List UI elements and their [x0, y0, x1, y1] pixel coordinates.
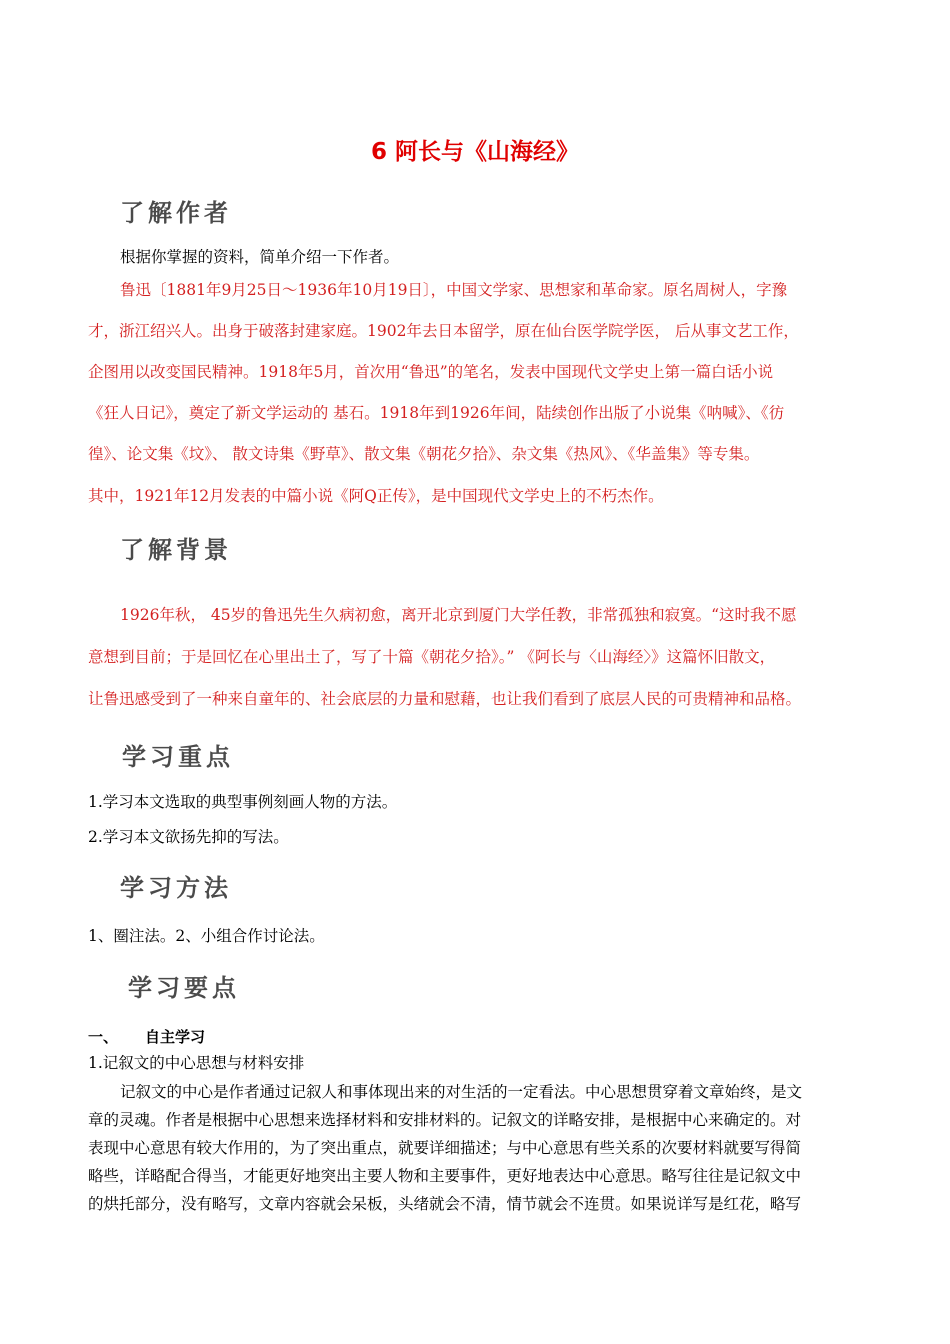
body-line: 略些，详略配合得当，才能更好地突出主要人物和主要事件，更好地表达中心意思。略写往往是记叙文中 — [88, 1167, 802, 1185]
heading-focus: 学习重点 — [122, 743, 234, 771]
author-line: 徨》、论文集《坟》、 散文诗集《野草》、散文集《朝花夕拾》、杂文集《热风》、《华盖集》等专集。 — [88, 445, 760, 463]
heading-author: 了解作者 — [120, 199, 232, 227]
author-prompt: 根据你掌握的资料，简单介绍一下作者。 — [120, 248, 400, 266]
section-number: 一、 — [88, 1028, 119, 1046]
section-title: 自主学习 — [145, 1028, 206, 1046]
body-line: 记叙文的中心是作者通过记叙人和事体现出来的对生活的一定看法。中心思想贯穿着文章始终，是文 — [120, 1083, 803, 1101]
background-line: 1926年秋， 45岁的鲁迅先生久病初愈，离开北京到厦门大学任教，非常孤独和寂寞。“这时我不愿 — [120, 606, 797, 624]
subsection-title: 1.记叙文的中心思想与材料安排 — [88, 1054, 305, 1072]
author-line: 其中，1921年12月发表的中篇小说《阿Q正传》，是中国现代文学史上的不朽杰作。 — [88, 487, 664, 505]
body-line: 的烘托部分，没有略写，文章内容就会呆板，头绪就会不清，情节就会不连贯。如果说详写是红花，略写 — [88, 1195, 802, 1213]
body-line: 章的灵魂。作者是根据中心思想来选择材料和安排材料的。记叙文的详略安排，是根据中心来确定的。对 — [88, 1111, 802, 1129]
author-line: 企图用以改变国民精神。1918年5月，首次用“鲁迅”的笔名，发表中国现代文学史上第一篇白话小说 — [88, 363, 774, 381]
heading-keypoints: 学习要点 — [128, 974, 240, 1002]
document-title: 6 阿长与《山海经》 — [370, 139, 579, 165]
body-line: 表现中心意思有较大作用的，为了突出重点，就要详细描述；与中心意思有些关系的次要材料就要写得简 — [88, 1139, 802, 1157]
background-line: 让鲁迅感受到了一种来自童年的、社会底层的力量和慰藉，也让我们看到了底层人民的可贵精神和品格。 — [88, 690, 802, 708]
heading-background: 了解背景 — [120, 536, 232, 564]
focus-item: 1.学习本文选取的典型事例刻画人物的方法。 — [88, 793, 398, 811]
author-line: 《狂人日记》，奠定了新文学运动的 基石。1918年到1926年间，陆续创作出版了小说集《呐喊》、《彷 — [88, 404, 785, 422]
author-line: 鲁迅〔1881年9月25日～1936年10月19日〕，中国文学家、思想家和革命家。原名周树人，字豫 — [120, 281, 788, 299]
heading-method: 学习方法 — [120, 874, 232, 902]
author-line: 才，浙江绍兴人。出身于破落封建家庭。1902年去日本留学，原在仙台医学院学医， 后从事文艺工作， — [88, 322, 799, 340]
method-text: 1、圈注法。2、小组合作讨论法。 — [88, 927, 325, 945]
focus-item: 2.学习本文欲扬先抑的写法。 — [88, 828, 289, 846]
background-line: 意想到目前；于是回忆在心里出土了，写了十篇《朝花夕拾》。” 《阿长与〈山海经〉》这篇怀旧散文， — [88, 648, 776, 666]
